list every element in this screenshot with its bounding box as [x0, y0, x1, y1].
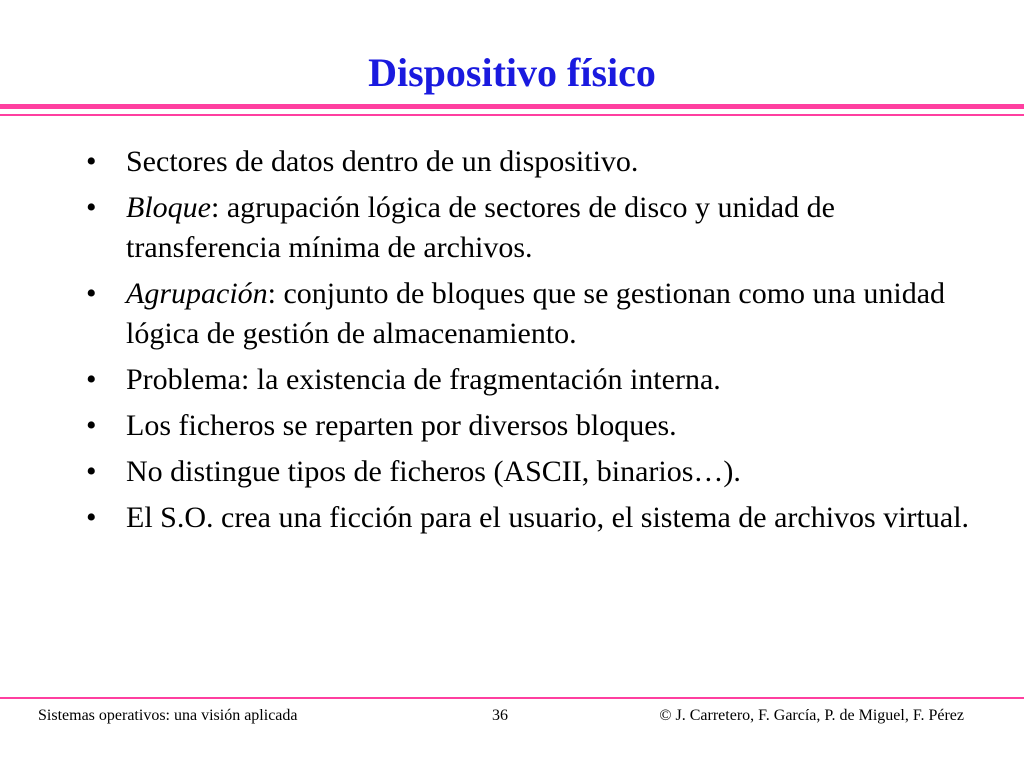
title-divider-thin [0, 114, 1024, 116]
bullet-text: El S.O. crea una ficción para el usuario, el sistema de archivos virtual. [126, 501, 970, 534]
bullet-item [86, 142, 986, 182]
title-divider-thick [0, 104, 1024, 109]
bullet-text: No distingue tipos de ficheros (ASCII, binarios…). [126, 455, 741, 488]
bullet-list [86, 142, 986, 544]
bullet-marker: • [86, 409, 97, 442]
bullet-text: Los ficheros se reparten por diversos bloques. [126, 409, 677, 442]
bullet-text: : agrupación lógica de sectores de disco y unidad de transferencia mínima de archivos. [126, 191, 835, 264]
bullet-text: : conjunto de bloques que se gestionan como una unidad lógica de gestión de almacenamiento. [126, 277, 946, 350]
bullet-item [86, 188, 986, 268]
bullet-term: Agrupación [126, 277, 268, 310]
bullet-item [86, 406, 986, 446]
bullet-marker: • [86, 363, 97, 396]
bullet-marker: • [86, 277, 97, 310]
bullet-item [86, 498, 986, 538]
footer-page-number: 36 [492, 707, 508, 724]
footer-divider [0, 697, 1024, 699]
bullet-marker: • [86, 191, 97, 224]
bullet-marker: • [86, 455, 97, 488]
bullet-text: Sectores de datos dentro de un dispositivo. [126, 145, 639, 178]
footer-book-title: Sistemas operativos: una visión aplicada [38, 707, 298, 724]
slide-title: Dispositivo físico [368, 50, 656, 95]
bullet-item [86, 360, 986, 400]
bullet-term: Bloque [126, 191, 211, 224]
bullet-text: Problema: la existencia de fragmentación interna. [126, 363, 721, 396]
bullet-marker: • [86, 501, 97, 534]
bullet-item [86, 452, 986, 492]
footer-copyright: © J. Carretero, F. García, P. de Miguel, F. Pérez [659, 707, 964, 724]
bullet-item [86, 274, 986, 354]
bullet-marker: • [86, 145, 97, 178]
